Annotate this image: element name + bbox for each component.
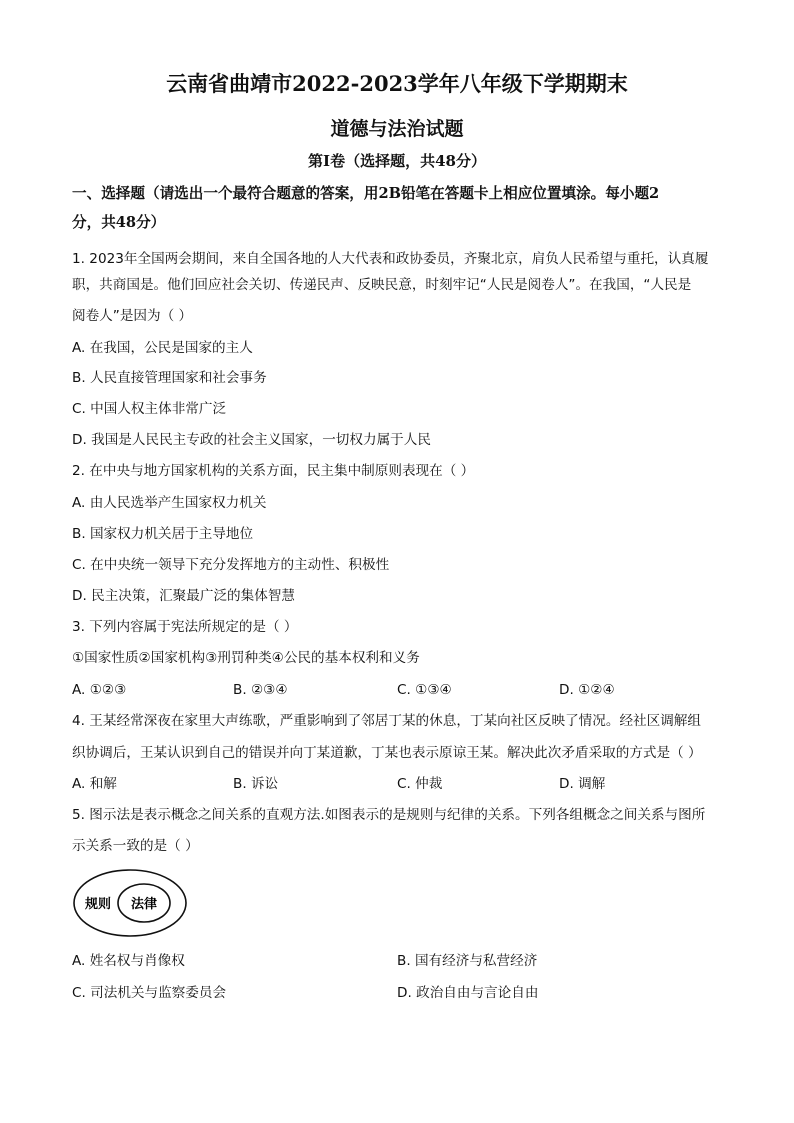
q4-stem-line2: 织协调后，王某认识到自己的错误并向丁某道歉，丁某也表示原谅王某。解决此次矛盾采取的方式是（ ） bbox=[72, 745, 702, 761]
q1-option-c: C. 中国人权主体非常广泛 bbox=[72, 401, 227, 417]
q5-venn-diagram bbox=[72, 868, 188, 938]
q3-option-d: D. ①②④ bbox=[559, 682, 615, 698]
q1-option-d: D. 我国是人民民主专政的社会主义国家，一切权力属于人民 bbox=[72, 432, 431, 448]
inner-label: 法律 bbox=[130, 897, 158, 912]
q2-option-c: C. 在中央统一领导下充分发挥地方的主动性、积极性 bbox=[72, 557, 390, 573]
q4-stem-line1: 4. 王某经常深夜在家里大声练歌，严重影响到了邻居丁某的休息，丁某向社区反映了情况。经社区调解组 bbox=[72, 713, 702, 729]
q2-option-a: A. 由人民选举产生国家权力机关 bbox=[72, 495, 267, 511]
q5-stem-line1: 5. 图示法是表示概念之间关系的直观方法.如图表示的是规则与纪律的关系。下列各组概念之间关系与图所 bbox=[72, 807, 706, 823]
q3-stem: 3. 下列内容属于宪法所规定的是（ ） bbox=[72, 619, 298, 635]
q2-option-b: B. 国家权力机关居于主导地位 bbox=[72, 526, 254, 542]
q1-stem-line3: 阅卷人”是因为（ ） bbox=[72, 308, 193, 324]
section-instructions-line2: 分，共48分） bbox=[72, 214, 166, 231]
q3-option-c: C. ①③④ bbox=[397, 682, 452, 698]
outer-label: 规则 bbox=[84, 897, 112, 912]
q5-option-d: D. 政治自由与言论自由 bbox=[397, 985, 539, 1001]
q5-option-b: B. 国有经济与私营经济 bbox=[397, 953, 538, 969]
volume-heading: 第Ⅰ卷（选择题，共48分） bbox=[308, 152, 486, 170]
q1-stem-line2: 职，共商国是。他们回应社会关切、传递民声、反映民意，时刻牢记“人民是阅卷人”。在我国，“人民是 bbox=[72, 277, 692, 293]
q2-stem: 2. 在中央与地方国家机构的关系方面，民主集中制原则表现在（ ） bbox=[72, 463, 475, 479]
q3-items: ①国家性质②国家机构③刑罚种类④公民的基本权利和义务 bbox=[72, 650, 420, 666]
q5-stem-line2: 示关系一致的是（ ） bbox=[72, 838, 199, 854]
q3-option-a: A. ①②③ bbox=[72, 682, 127, 698]
q1-option-a: A. 在我国，公民是国家的主人 bbox=[72, 340, 253, 356]
q2-option-d: D. 民主决策，汇聚最广泛的集体智慧 bbox=[72, 588, 296, 604]
q4-option-b: B. 诉讼 bbox=[233, 776, 279, 792]
q4-option-d: D. 调解 bbox=[559, 776, 606, 792]
q4-option-c: C. 仲裁 bbox=[397, 776, 443, 792]
section-instructions-line1: 一、选择题（请选出一个最符合题意的答案，用2B铅笔在答题卡上相应位置填涂。每小题2 bbox=[72, 185, 660, 202]
q5-option-a: A. 姓名权与肖像权 bbox=[72, 953, 185, 969]
q4-option-a: A. 和解 bbox=[72, 776, 117, 792]
exam-title: 云南省曲靖市2022-2023学年八年级下学期期末 bbox=[166, 71, 628, 96]
exam-subject: 道德与法治试题 bbox=[330, 118, 464, 140]
q1-stem-line1: 1. 2023年全国两会期间，来自全国各地的人大代表和政协委员，齐聚北京，肩负人民希望与重托，认真履 bbox=[72, 251, 709, 267]
q1-option-b: B. 人民直接管理国家和社会事务 bbox=[72, 370, 267, 386]
q3-option-b: B. ②③④ bbox=[233, 682, 288, 698]
q5-option-c: C. 司法机关与监察委员会 bbox=[72, 985, 227, 1001]
